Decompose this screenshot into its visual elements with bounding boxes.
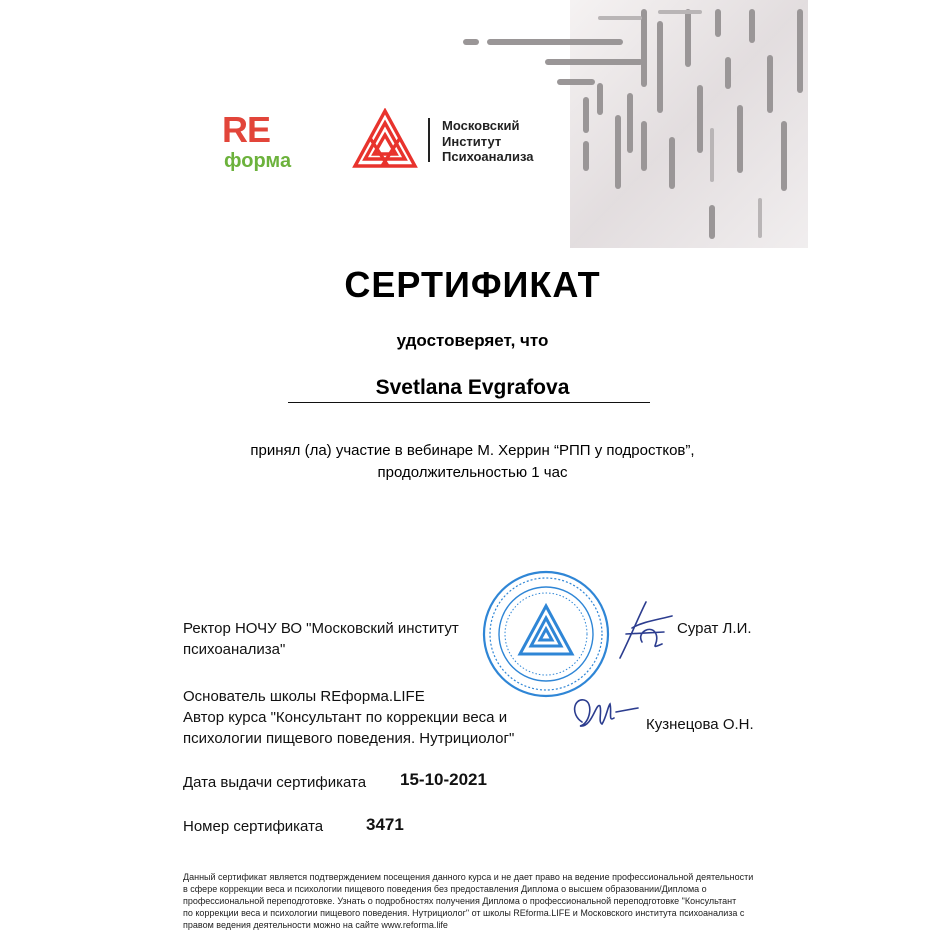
institute-name-line-2: Институт [442, 133, 502, 149]
rector-label [183, 618, 459, 660]
rector-signature [612, 598, 682, 664]
logo-divider [428, 118, 430, 162]
founder-label-line-2: Автор курса "Консультант по коррекции веса и [183, 709, 508, 726]
recipient-name: Svetlana Evgrafova [375, 376, 570, 399]
institute-name-line-3: Психоанализа [442, 149, 534, 164]
founder-label-line-1: Основатель школы REформа.LIFE [183, 688, 425, 705]
certificate-description [0, 440, 945, 484]
reforma-logo-re: RE [222, 109, 271, 150]
certificate-number-label: Номер сертификата [183, 818, 324, 835]
certificate-number-value: 3471 [366, 815, 404, 834]
disclaimer-line-2: в сфере коррекции веса и психологии пищевого поведения без предоставления Диплома о высшем образовании/Диплома о [183, 884, 707, 894]
founder-label-line-3: психологии пищевого поведения. Нутрициолог" [183, 730, 515, 747]
disclaimer-line-1: Данный сертификат является подтверждением посещения данного курса и не дает право на ведение профессиональной деятельности [183, 872, 754, 882]
reforma-logo-forma: форма [224, 150, 292, 172]
founder-signature [568, 692, 640, 736]
rector-label-line-1: Ректор НОЧУ ВО "Московский институт [183, 620, 459, 637]
recipient-underline [288, 402, 650, 403]
reforma-logo [222, 109, 302, 176]
disclaimer [183, 871, 793, 931]
disclaimer-line-4: по коррекции веса и психологии пищевого поведения. Нутрициолог" от школы REforma.LIFE и Московского института психоанализа с [183, 908, 745, 918]
disclaimer-line-3: профессиональной переподготовке. Узнать о подробностях получения Диплома о профессиональной переподготовке "Консультант [183, 896, 737, 906]
founder-name: Кузнецова О.Н. [646, 716, 754, 733]
certificate-title: СЕРТИФИКАТ [344, 264, 601, 305]
rector-name: Сурат Л.И. [677, 620, 752, 637]
description-line-1: принял (ла) участие в вебинаре М. Херрин “РПП у подростков”, [250, 442, 695, 459]
institute-name-line-1: Московский [442, 118, 520, 133]
certificate-subtitle: удостоверяет, что [396, 331, 549, 350]
institute-emblem-icon [352, 108, 418, 170]
description-line-2: продолжительностью 1 час [377, 464, 568, 481]
institute-name [442, 118, 534, 165]
founder-label [183, 686, 514, 749]
issue-date-label: Дата выдачи сертификата [183, 774, 367, 791]
issue-date-value: 15-10-2021 [400, 770, 487, 789]
disclaimer-line-5: правом ведения деятельности можно на сайте www.reforma.life [183, 920, 448, 930]
institute-stamp [480, 568, 612, 700]
rector-label-line-2: психоанализа" [183, 641, 286, 658]
